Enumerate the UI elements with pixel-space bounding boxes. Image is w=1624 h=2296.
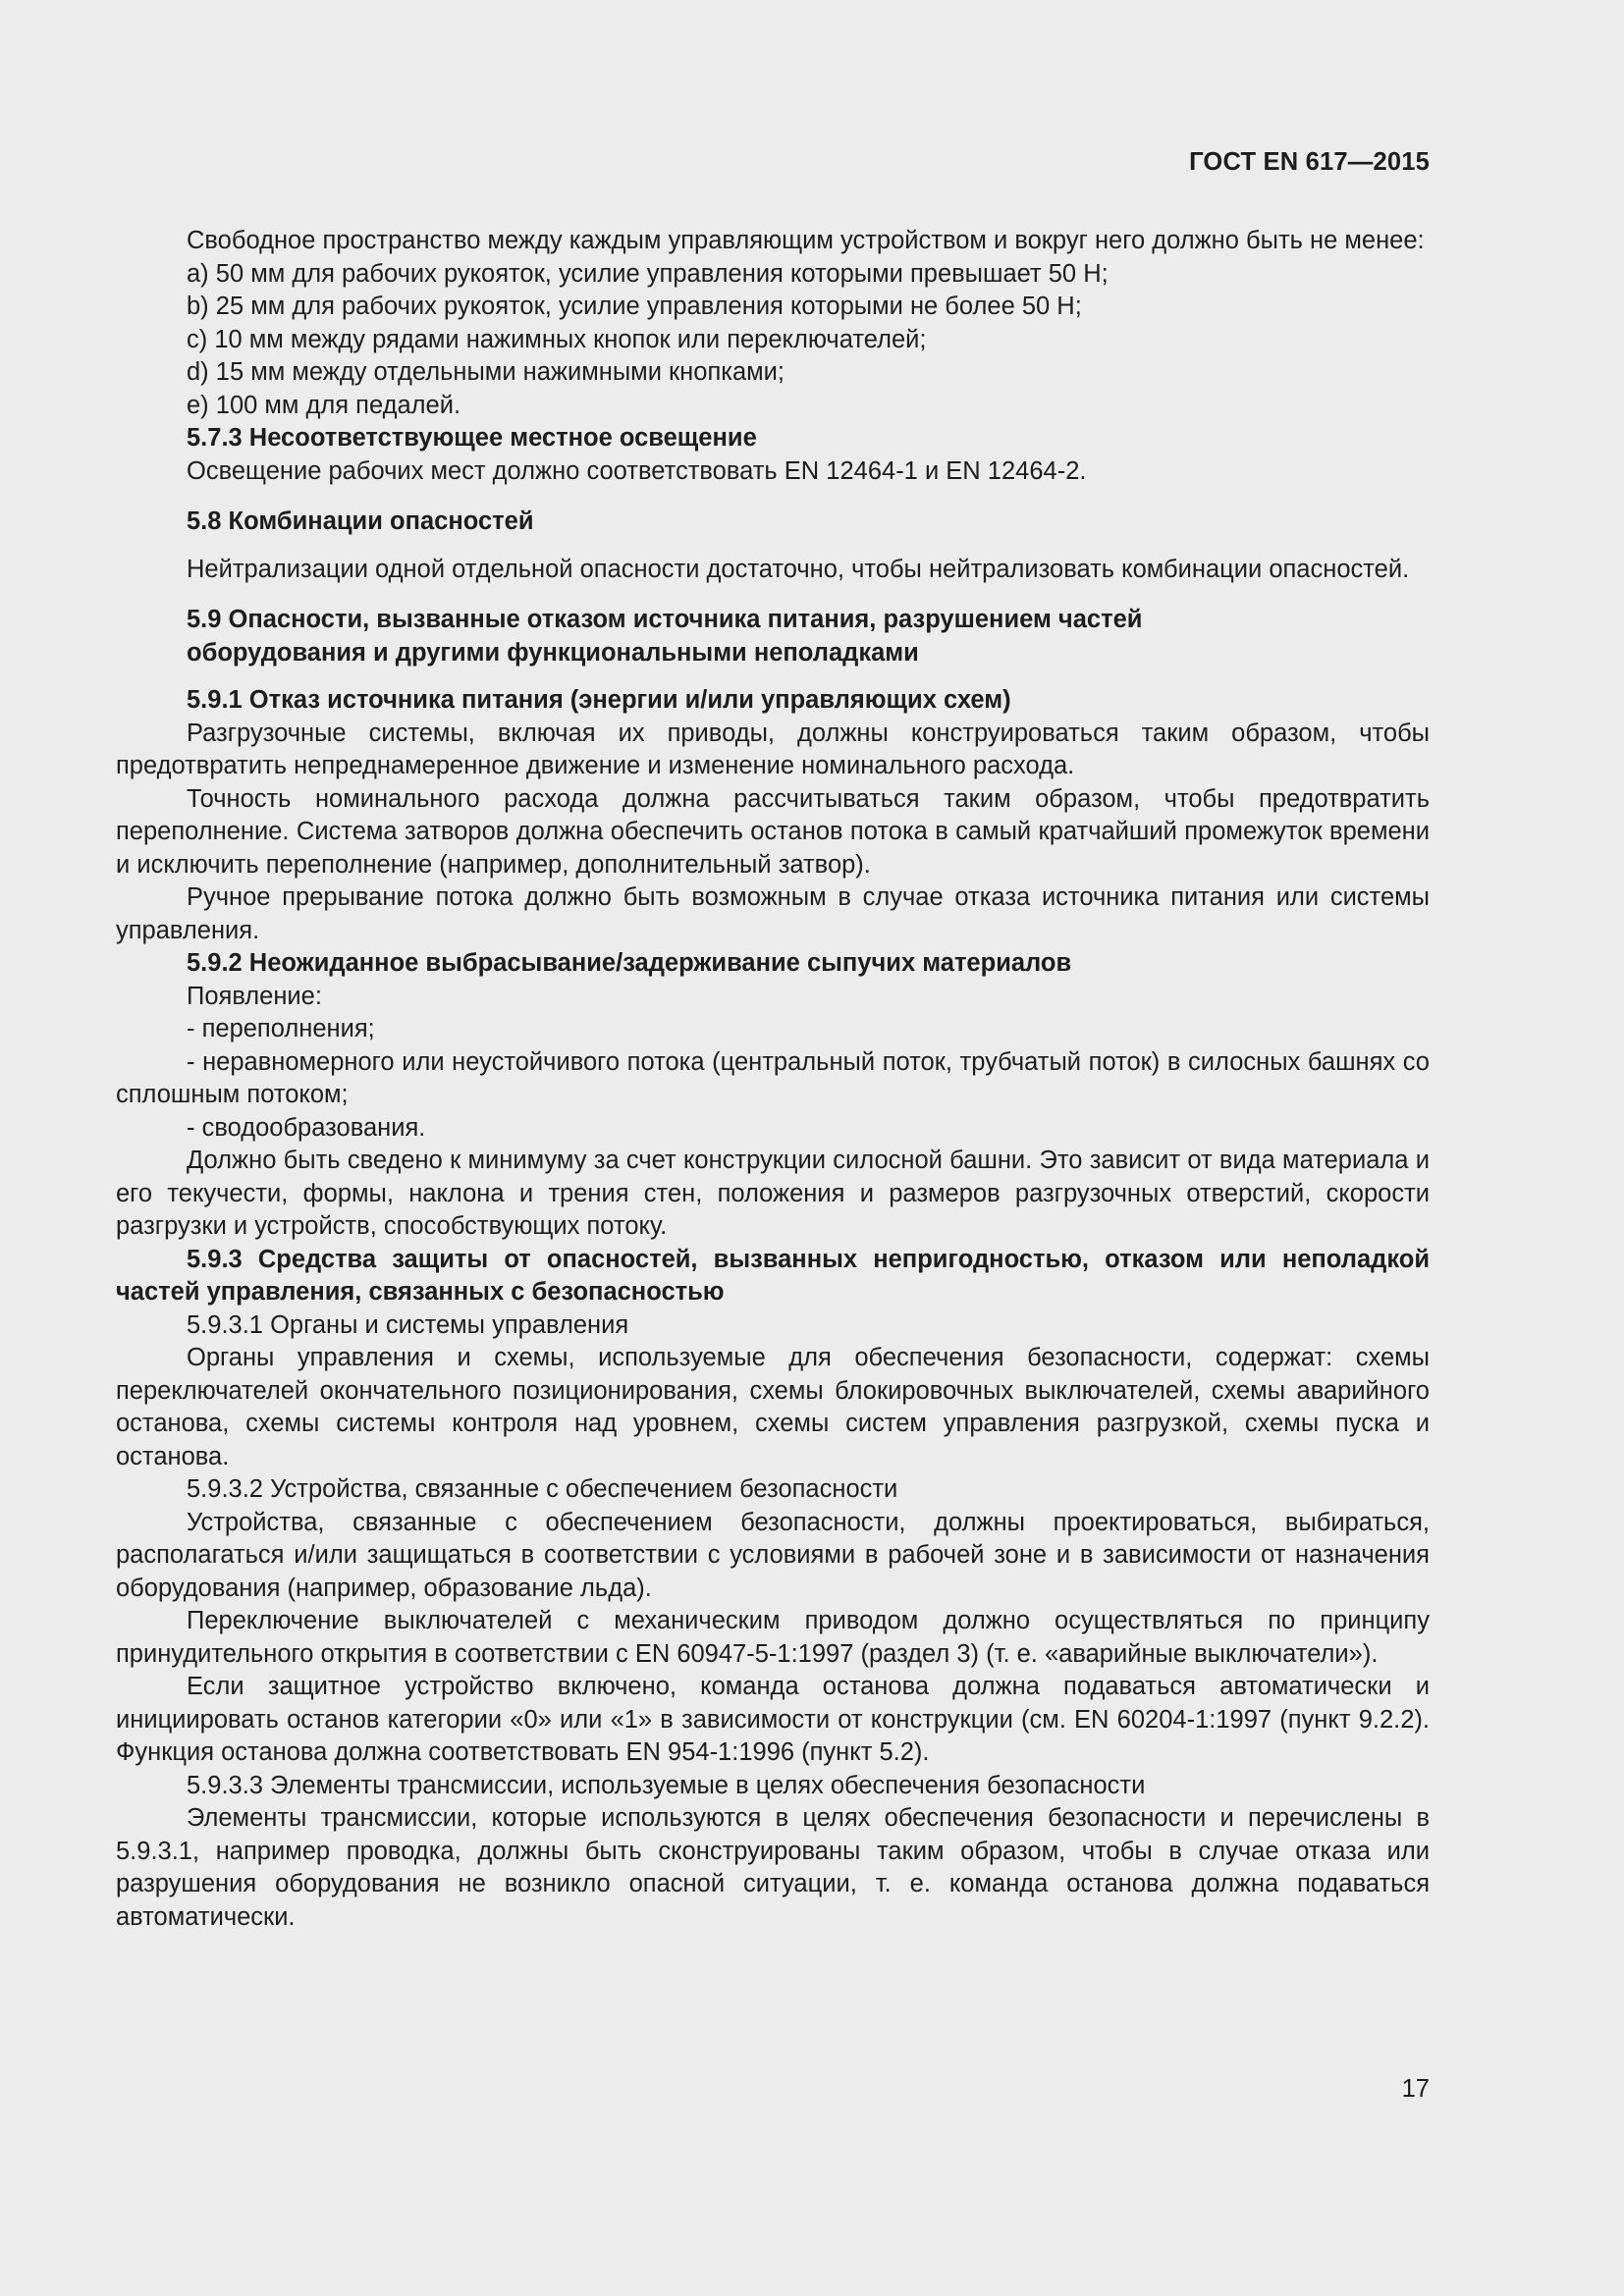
paragraph-5-9-3-3: Элементы трансмиссии, которые используются в целях обеспечения безопасности и перечислены в 5.9.3.1, например проводка, должны быть сконструированы таким образом, чтобы в случае отказа или разрушения оборудования не возникло опасной ситуации, т. е. команда останова должна подаваться автоматически. <box>116 1804 1430 1931</box>
paragraph-5-9-3-2-b: Переключение выключателей с механическим приводом должно осуществляться по принципу принудительного открытия в соответствии с EN 60947-5-1:1997 (раздел 3) (т. е. «аварийные выключатели»). <box>116 1607 1430 1668</box>
list-item-d: d) 15 мм между отдельными нажимными кнопками; <box>187 358 785 386</box>
paragraph-5-8: Нейтрализации одной отдельной опасности достаточно, чтобы нейтрализовать комбинации опасностей. <box>187 555 1410 583</box>
heading-5-9-line-2: оборудования и другими функциональными неполадками <box>187 638 919 667</box>
dash-item-overflow: - переполнения; <box>187 1015 375 1042</box>
paragraph-5-7-3: Освещение рабочих мест должно соответствовать EN 12464-1 и EN 12464-2. <box>187 456 1087 485</box>
paragraph-5-9-1-b: Точность номинального расхода должна рассчитываться таким образом, чтобы предотвратить переполнение. Система затворов должна обеспечить останов потока в самый кратчайший промежуток времени и исключить переполнение (например, дополнительный затвор). <box>116 784 1430 879</box>
paragraph-5-9-3-2-a: Устройства, связанные с обеспечением безопасности, должны проектироваться, выбираться, располагаться и/или защищаться в соответствии с условиями в рабочей зоне и в зависимости от назначения оборудования (например, образование льда). <box>116 1508 1430 1602</box>
paragraph-5-9-1-c: Ручное прерывание потока должно быть возможным в случае отказа источника питания или системы управления. <box>116 883 1430 944</box>
heading-5-9-line-1: 5.9 Опасности, вызванные отказом источника питания, разрушением частей <box>187 606 1143 633</box>
heading-5-9-3-1: 5.9.3.1 Органы и системы управления <box>187 1310 629 1339</box>
document-body <box>116 225 1430 1934</box>
list-item-a: a) 50 мм для рабочих рукояток, усилие управления которыми превышает 50 Н; <box>187 259 1109 288</box>
paragraph-5-9-2-intro: Появление: <box>187 982 322 1010</box>
dash-item-flow: - неравномерного или неустойчивого потока (центральный поток, трубчатый поток) в силосных башнях со сплошным потоком; <box>116 1047 1430 1108</box>
paragraph-5-9-2-end: Должно быть сведено к минимуму за счет конструкции силосной башни. Это зависит от вида материала и его текучести, формы, наклона и трения стен, положения и размеров разгрузочных отверстий, скорости разгрузки и устройств, способствующих потоку. <box>116 1147 1430 1240</box>
page-number: 17 <box>1401 2075 1430 2103</box>
dash-item-arching: - сводообразования. <box>187 1113 426 1142</box>
heading-5-9-3-2: 5.9.3.2 Устройства, связанные с обеспечением безопасности <box>187 1475 898 1503</box>
document-code: ГОСТ EN 617—2015 <box>1189 148 1430 176</box>
heading-5-8: 5.8 Комбинации опасностей <box>187 507 534 535</box>
paragraph-5-9-1-a: Разгрузочные системы, включая их приводы, должны конструироваться таким образом, чтобы предотвратить непреднамеренное движение и изменение номинального расхода. <box>116 719 1430 779</box>
paragraph-5-9-3-2-c: Если защитное устройство включено, команда останова должна подаваться автоматически и инициировать останов категории «0» или «1» в зависимости от конструкции (см. EN 60204-1:1997 (пункт 9.2.2). Функция останова должна соответствовать EN 954-1:1996 (пункт 5.2). <box>116 1673 1430 1766</box>
list-item-b: b) 25 мм для рабочих рукояток, усилие управления которыми не более 50 Н; <box>187 293 1082 320</box>
heading-5-9-3: 5.9.3 Средства защиты от опасностей, вызванных непригодностью, отказом или неполадкой частей управления, связанных с безопасностью <box>116 1245 1430 1306</box>
heading-5-9 <box>116 604 1430 669</box>
heading-5-9-2: 5.9.2 Неожиданное выбрасывание/задерживание сыпучих материалов <box>187 949 1072 977</box>
paragraph-5-9-3-1: Органы управления и схемы, используемые для обеспечения безопасности, содержат: схемы переключателей окончательного позиционирования, схемы блокировочных выключателей, схемы аварийного останова, схемы системы контроля над уровнем, схемы систем управления разгрузкой, схемы пуска и останова. <box>116 1344 1430 1470</box>
list-item-c: c) 10 мм между рядами нажимных кнопок или переключателей; <box>187 325 927 353</box>
list-item-e: e) 100 мм для педалей. <box>187 391 461 419</box>
heading-5-9-1: 5.9.1 Отказ источника питания (энергии и/или управляющих схем) <box>187 686 1011 714</box>
heading-5-9-3-3: 5.9.3.3 Элементы трансмиссии, используемые в целях обеспечения безопасности <box>187 1771 1146 1799</box>
heading-5-7-3: 5.7.3 Несоответствующее местное освещение <box>187 424 757 452</box>
paragraph-intro: Свободное пространство между каждым управляющим устройством и вокруг него должно быть не менее: <box>187 227 1425 254</box>
